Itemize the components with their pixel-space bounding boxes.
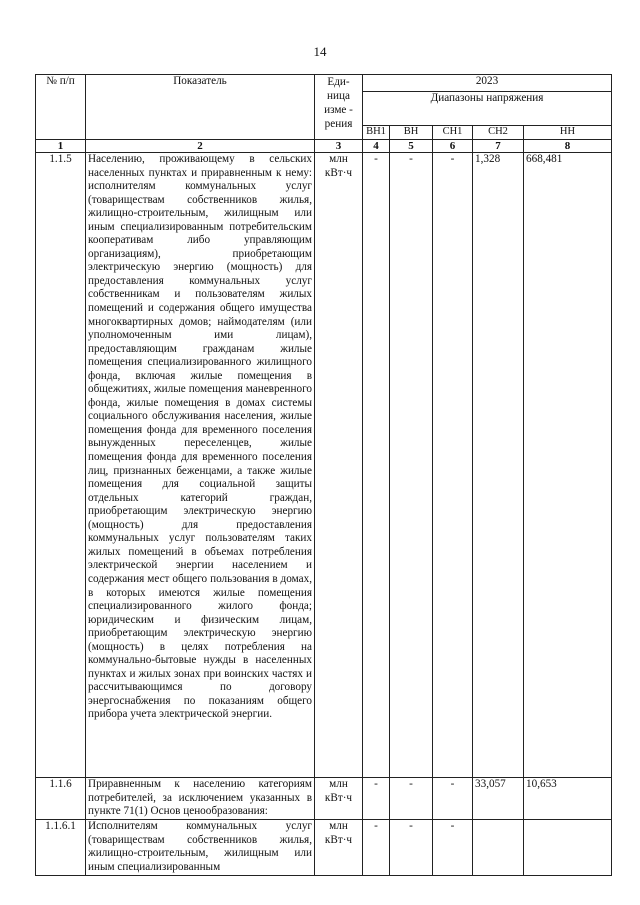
column-number: 5 <box>390 140 433 153</box>
table-row <box>36 778 612 820</box>
table-row <box>36 820 612 876</box>
row-value-vn: - <box>390 153 433 778</box>
row-value-sn2: 33,057 <box>473 778 524 820</box>
column-number: 1 <box>36 140 86 153</box>
column-numbers-row <box>36 140 612 153</box>
row-unit: млн кВт·ч <box>315 153 363 778</box>
column-number: 6 <box>433 140 473 153</box>
row-unit: млн кВт·ч <box>315 820 363 876</box>
header-range-vn: ВН <box>390 126 433 140</box>
header-range-sn1: СН1 <box>433 126 473 140</box>
column-number: 2 <box>86 140 315 153</box>
column-number: 7 <box>473 140 524 153</box>
row-value-vn1: - <box>363 820 390 876</box>
header-ranges-title: Диапазоны напряжения <box>363 92 612 126</box>
row-value-sn1: - <box>433 820 473 876</box>
row-indicator-text: Населению, проживающему в сельских населенных пунктах и приравненным к нему: исполнителям коммунальных услуг (товариществам собственников жилья, жилищно-строительным, жилищным или иным специализированным потребительским кооперативам либо управляющим организациям), приобретающим электрическую энергию (мощность) для предоставления коммунальных услуг собственникам и пользователям жилых помещений и содержания общего имущества многоквартирных домов; наймодателям (или уполномоченным ими лицам), предоставляющим гражданам жилые помещения специализированного жилищного фонда, включая жилые помещения в общежитиях, жилые помещения маневренного фонда, жилые помещения в домах системы социального обслуживания населения, жилые помещения фонда для временного поселения вынужденных переселенцев, жилые помещения фонда для временного поселения лиц, признанных беженцами, а также жилые помещения для социальной защиты отдельных категорий граждан, приобретающим электрическую энергию (мощность) для предоставления коммунальных услуг пользователям таких жилых помещений в объемах потребления электрической энергии населением и содержания мест общего пользования в домах, в которых имеются жилые помещения специализированного жилого фонда; юридическим и физическим лицам, приобретающим электрическую энергию (мощность) в целях потребления на коммунально-бытовые нужды в населенных пунктах и жилых зонах при воинских частях и рассчитывающимся по договору энергоснабжения по показаниям общего прибора учета электрической энергии. <box>86 153 315 778</box>
row-number: 1.1.5 <box>36 153 86 778</box>
row-unit: млн кВт·ч <box>315 778 363 820</box>
header-col-unit: Еди-ница изме - рения <box>315 75 363 140</box>
header-col-indicator: Показатель <box>86 75 315 140</box>
header-col-num: № п/п <box>36 75 86 140</box>
row-value-nn <box>524 820 612 876</box>
column-number: 4 <box>363 140 390 153</box>
row-number: 1.1.6 <box>36 778 86 820</box>
column-number: 8 <box>524 140 612 153</box>
row-value-sn2: 1,328 <box>473 153 524 778</box>
header-range-sn2: СН2 <box>473 126 524 140</box>
header-range-nn: НН <box>524 126 612 140</box>
header-year: 2023 <box>363 75 612 92</box>
row-value-sn1: - <box>433 153 473 778</box>
row-indicator-text: Приравненным к населению категориям потребителей, за исключением указанных в пункте 71(1) Основ ценообразования: <box>86 778 315 820</box>
row-value-sn1: - <box>433 778 473 820</box>
row-value-vn1: - <box>363 778 390 820</box>
row-indicator-text: Исполнителям коммунальных услуг (товариществам собственников жилья, жилищно-строительным, жилищным или иным специализированным <box>86 820 315 876</box>
row-value-vn: - <box>390 820 433 876</box>
row-value-vn1: - <box>363 153 390 778</box>
header-range-vn1: ВН1 <box>363 126 390 140</box>
row-value-sn2 <box>473 820 524 876</box>
row-value-vn: - <box>390 778 433 820</box>
table-row <box>36 153 612 778</box>
row-value-nn: 668,481 <box>524 153 612 778</box>
page-number: 14 <box>313 44 327 59</box>
column-number: 3 <box>315 140 363 153</box>
indicators-table <box>35 74 612 876</box>
row-value-nn: 10,653 <box>524 778 612 820</box>
row-number: 1.1.6.1 <box>36 820 86 876</box>
